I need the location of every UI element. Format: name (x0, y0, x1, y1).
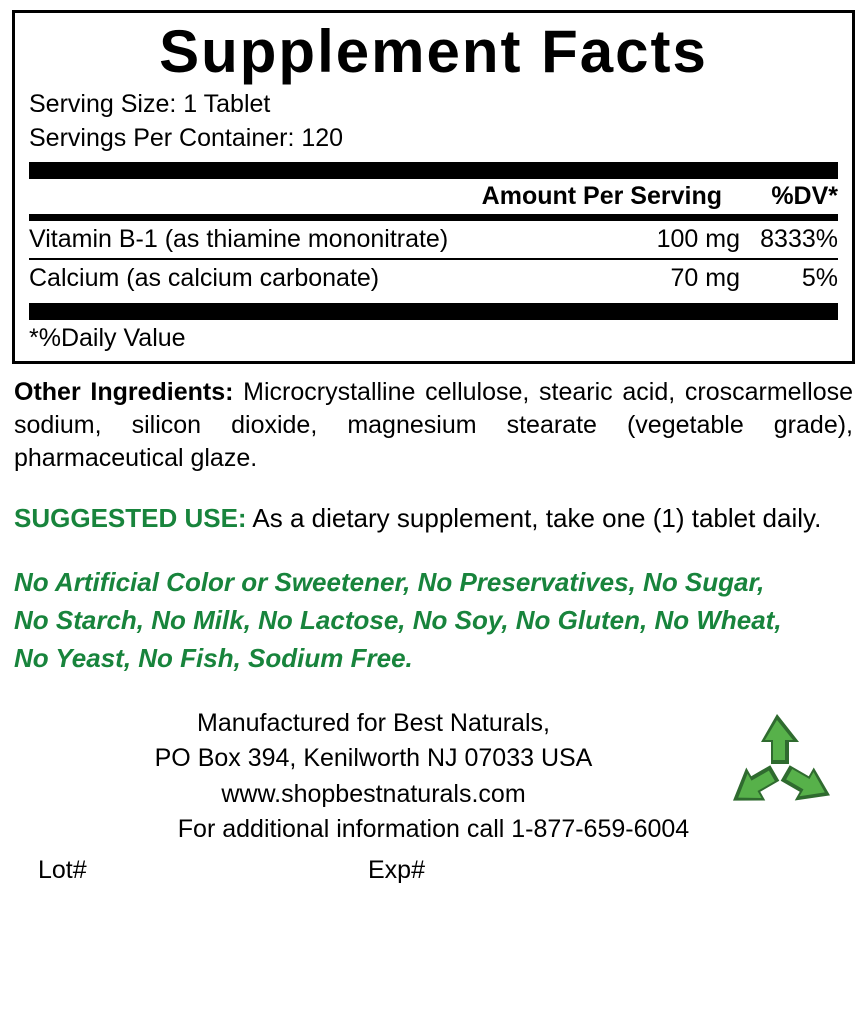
footer-phone: For additional information call 1-877-659-6004 (177, 815, 690, 844)
claims-line-3: No Yeast, No Fish, Sodium Free. (14, 643, 413, 674)
nutrient-amount: 70 mg (670, 263, 740, 292)
claims-line-1: No Artificial Color or Sweetener, No Preservatives, No Sugar, (14, 566, 765, 597)
table-header-row (29, 179, 838, 214)
claims-line-2: No Starch, No Milk, No Lactose, No Soy, No Gluten, No Wheat, (14, 605, 782, 635)
exp-label: Exp# (368, 855, 425, 884)
footer-line-1: Manufactured for Best Naturals, (197, 708, 550, 737)
nutrient-dv: 8333% (760, 224, 838, 253)
other-ingredients-text: Microcrystalline cellulose, stearic acid, croscarmellose sodium, silicon dioxide, magnesium stearate (vegetable grade), pharmaceutical glaze. (14, 377, 854, 473)
nutrient-dv: 5% (801, 263, 838, 292)
table-row (29, 260, 838, 297)
daily-value-footnote: *%Daily Value (29, 323, 186, 352)
footer-website: www.shopbestnaturals.com (221, 779, 526, 808)
divider-thick-bottom (29, 303, 838, 320)
divider-thick-top (29, 162, 838, 179)
divider-medium (29, 214, 838, 221)
other-ingredients (14, 376, 853, 476)
nutrient-name: Calcium (as calcium carbonate) (29, 263, 380, 292)
footer-line-2: PO Box 394, Kenilworth NJ 07033 USA (154, 744, 593, 773)
nutrient-amount: 100 mg (656, 224, 740, 253)
other-ingredients-label: Other Ingredients: (14, 377, 234, 406)
nutrient-name: Vitamin B-1 (as thiamine mononitrate) (29, 224, 449, 253)
suggested-use (14, 501, 853, 536)
recycle-icon (715, 708, 845, 826)
servings-per-container: Servings Per Container: 120 (29, 123, 344, 152)
lot-label: Lot# (38, 855, 87, 884)
footer (12, 706, 855, 885)
panel-title: Supplement Facts (159, 18, 708, 85)
table-row (29, 221, 838, 258)
product-claims (14, 563, 853, 678)
serving-size: Serving Size: 1 Tablet (29, 90, 271, 119)
supplement-facts-panel (12, 10, 855, 364)
suggested-use-text: As a dietary supplement, take one (1) tablet daily. (246, 503, 822, 534)
suggested-use-label: SUGGESTED USE: (14, 503, 247, 534)
column-header-amount: Amount Per Serving (481, 181, 722, 210)
lot-exp-row (12, 856, 855, 885)
column-header-dv: %DV* (771, 181, 838, 210)
